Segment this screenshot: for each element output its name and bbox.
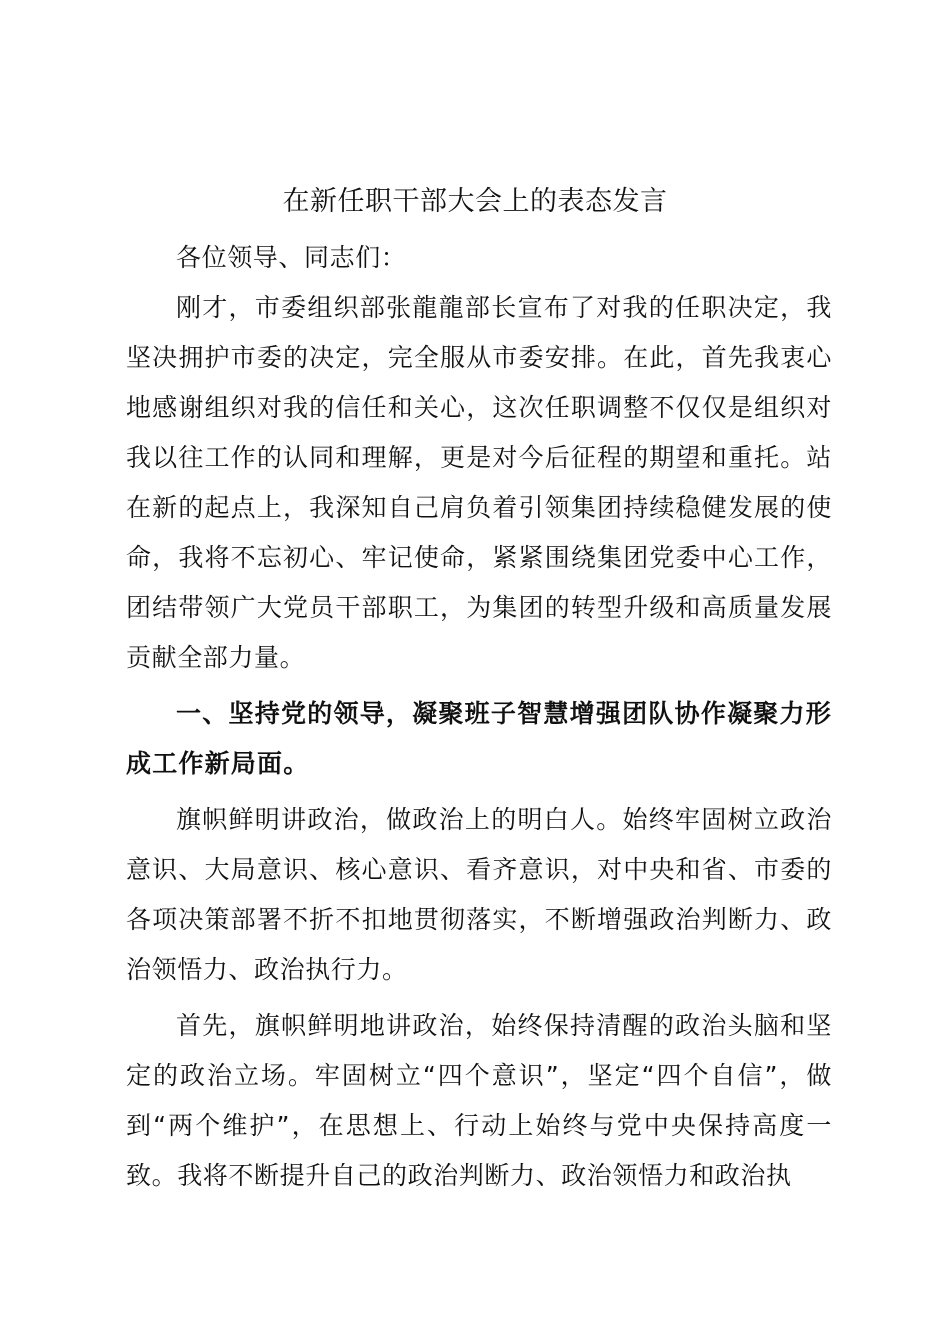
paragraph-politics: 旗帜鲜明讲政治，做政治上的明白人。始终牢固树立政治意识、大局意识、核心意识、看齐意识，对中央和省、市委的各项决策部署不折不扣地贯彻落实，不断增强政治判断力、政治领悟力、政治执行力。 <box>126 805 832 984</box>
section-heading-1: 一、坚持党的领导，凝聚班子智慧增强团队协作凝聚力形成工作新局面。 <box>126 699 832 778</box>
document-title: 在新任职干部大会上的表态发言 <box>282 186 668 217</box>
document-body <box>126 233 832 1201</box>
paragraph-intro: 刚才，市委组织部张龍龍部长宣布了对我的任职决定，我坚决拥护市委的决定，完全服从市委安排。在此，首先我衷心地感谢组织对我的信任和关心，这次任职调整不仅仅是组织对我以往工作的认同和理解，更是对今后征程的期望和重托。站在新的起点上，我深知自己肩负着引领集团持续稳健发展的使命，我将不忘初心、牢记使命，紧紧围绕集团党委中心工作，团结带领广大党员干部职工，为集团的转型升级和高质量发展贡献全部力量。 <box>126 293 832 672</box>
paragraph-first: 首先，旗帜鲜明地讲政治，始终保持清醒的政治头脑和坚定的政治立场。牢固树立“四个意识”，坚定“四个自信”，做到“两个维护”，在思想上、行动上始终与党中央保持高度一致。我将不断提升自己的政治判断力、政治领悟力和政治执 <box>126 1011 832 1190</box>
salutation: 各位领导、同志们： <box>176 243 407 272</box>
